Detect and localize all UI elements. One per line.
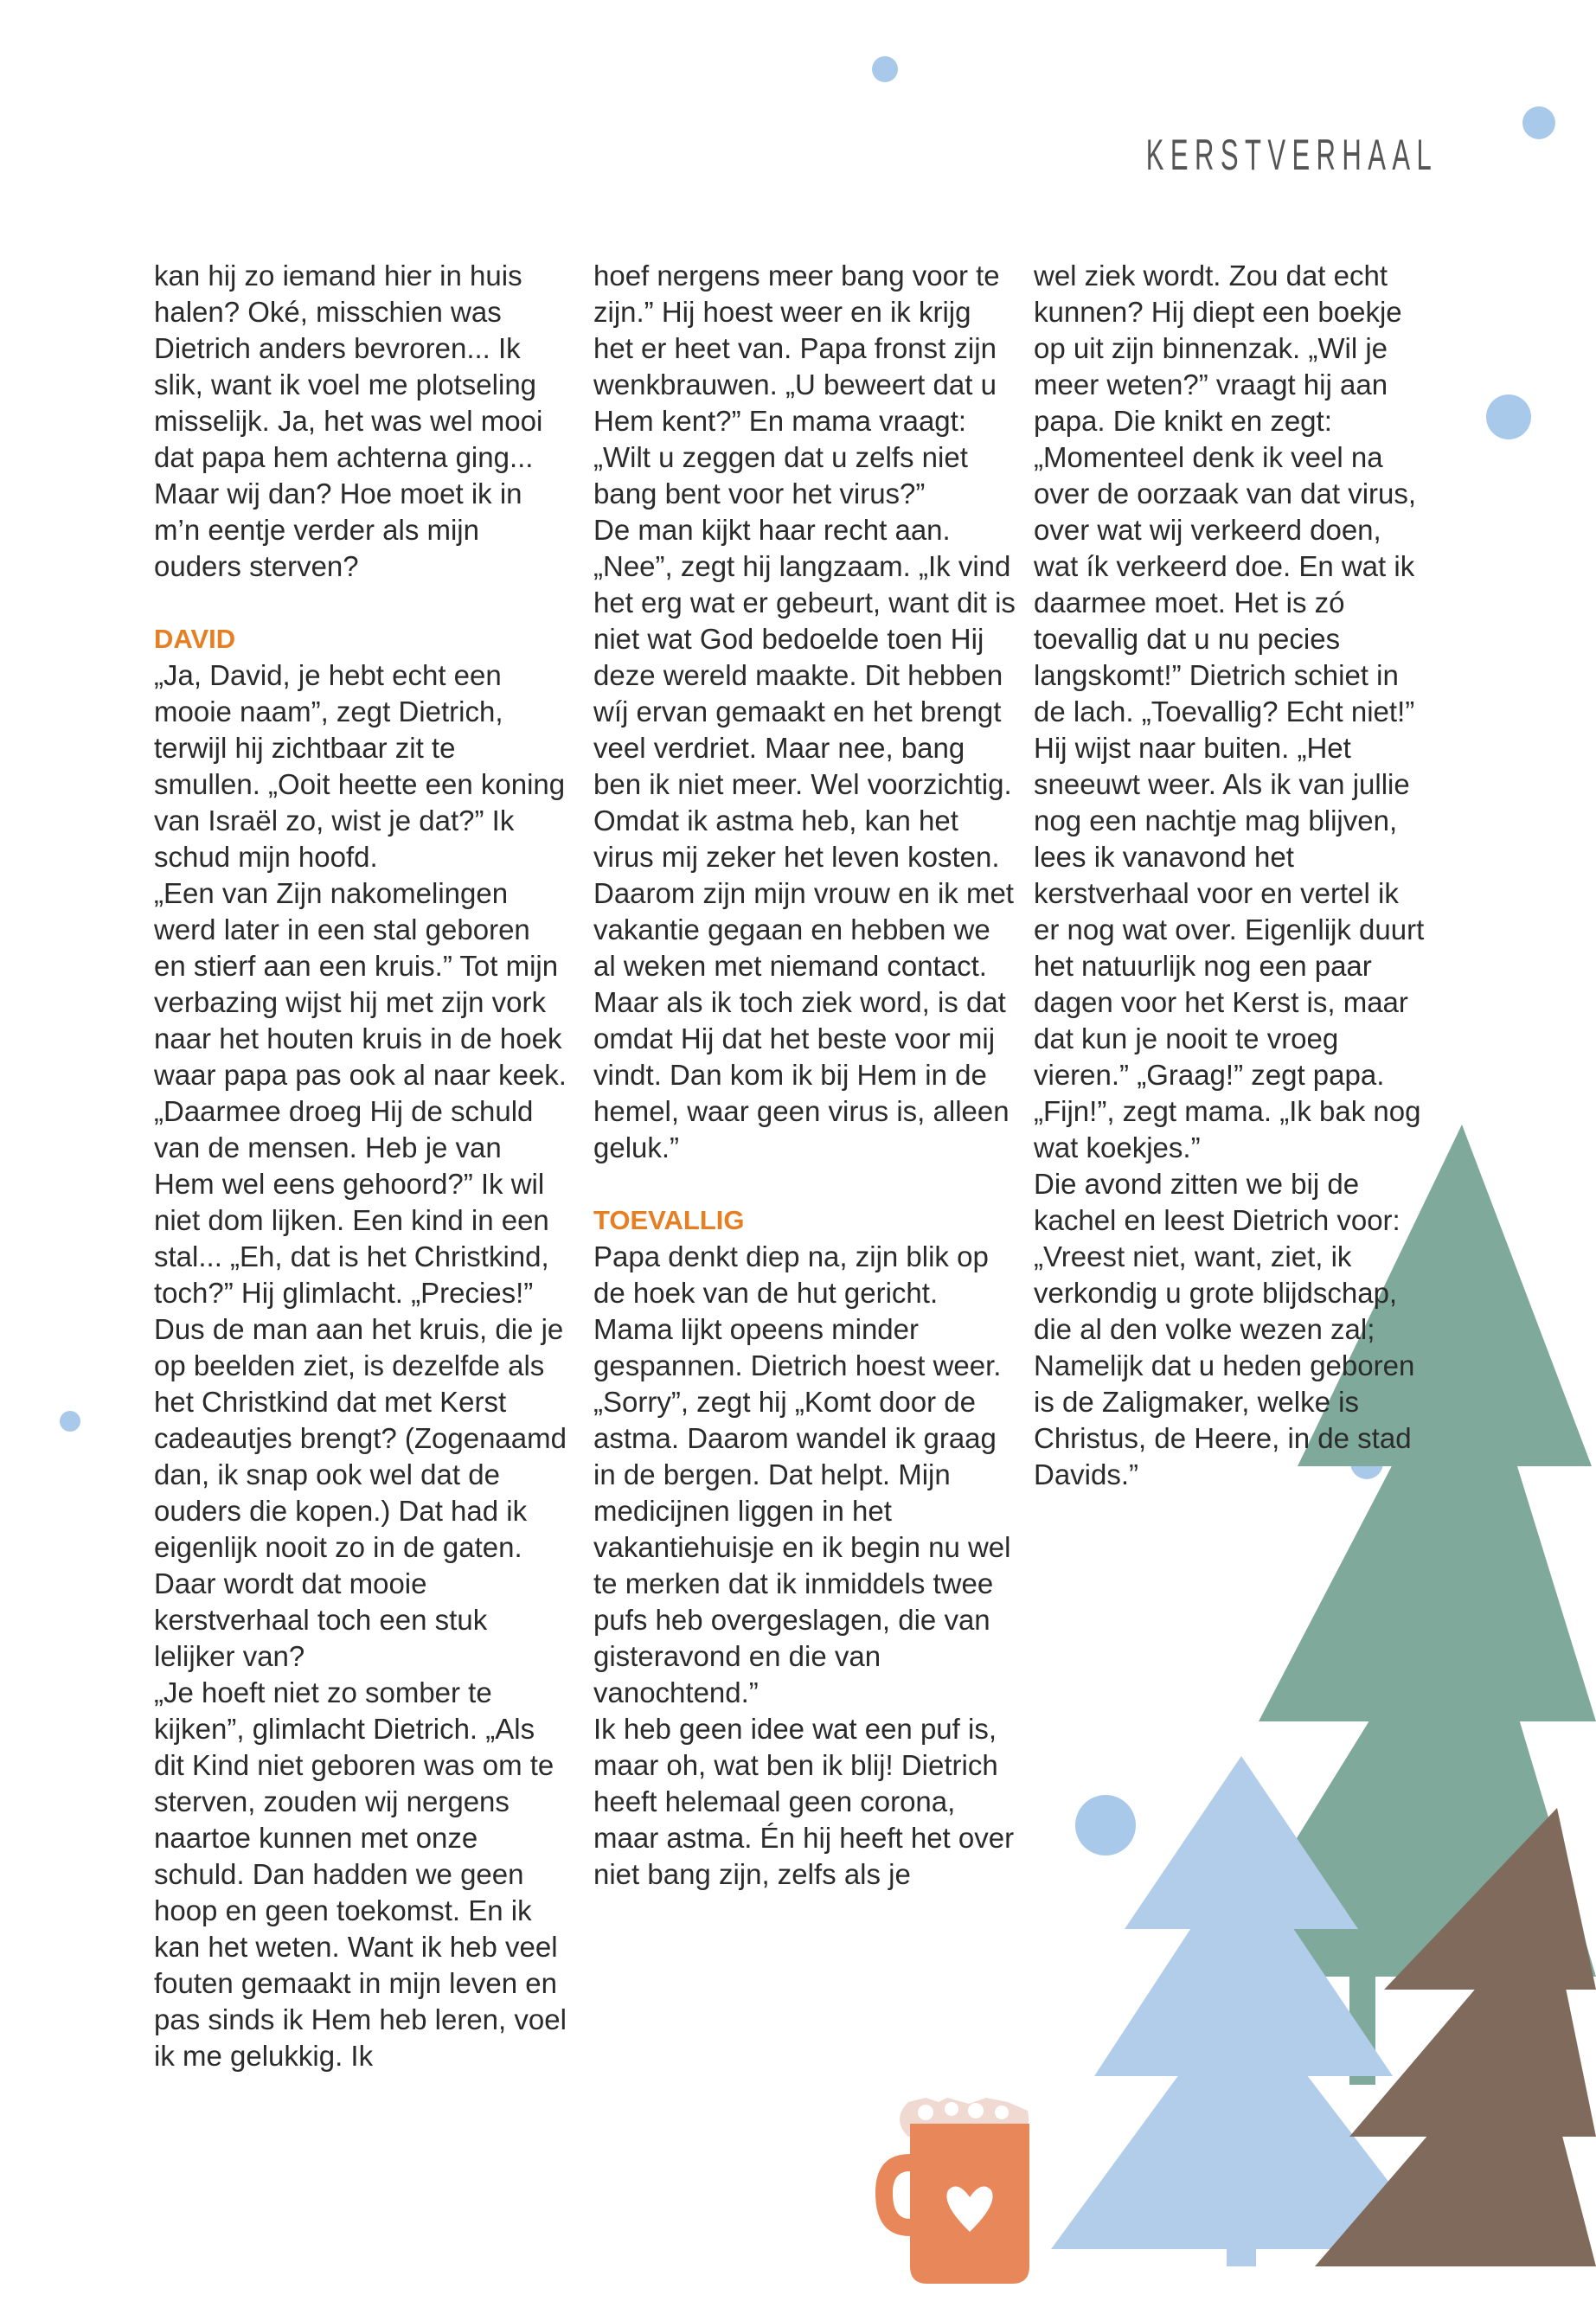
paragraph: De man kijkt haar recht aan. „Nee”, zegt hij langzaam. „Ik vind het erg wat er gebeurt, want dit is niet wat God bedoelde toen Hij deze wereld maakte. Dit hebben wíj ervan gemaakt en het brengt veel verdriet. Maar nee, bang ben ik niet meer. Wel voorzichtig. Omdat ik astma heb, kan het virus mij zeker het leven kosten. Daarom zijn mijn vrouw en ik met vakantie gegaan en hebben we al weken met niemand contact. Maar als ik toch ziek word, is dat omdat Hij dat het beste voor mij vindt. Dan kom ik bij Hem in de hemel, waar geen virus is, alleen geluk.” xyxy=(593,514,1016,1163)
text-column-2 xyxy=(593,258,1017,1893)
paragraph: Die avond zitten we bij de kachel en leest Dietrich voor: „Vreest niet, want, ziet, ik verkondig u grote blijdschap, die al den volke wezen zal; Namelijk dat u heden geboren is de Zaligmaker, welke is Christus, de Heere, in de stad Davids.” xyxy=(1034,1168,1415,1490)
paragraph: „Ja, David, je hebt echt een mooie naam”, zegt Dietrich, terwijl hij zichtbaar zit te smullen. „Ooit heette een koning van Israël zo, wist je dat?” Ik schud mijn hoofd. xyxy=(154,659,566,873)
subheading: TOEVALLIG xyxy=(593,1205,745,1235)
paragraph: Ik heb geen idee wat een puf is, maar oh, wat ben ik blij! Dietrich heeft helemaal geen corona, maar astma. Én hij heeft het over niet bang zijn, zelfs als je xyxy=(593,1713,1015,1890)
paragraph: kan hij zo iemand hier in huis halen? Oké, misschien was Dietrich anders bevroren... Ik slik, want ik voel me plotseling misselijk. Ja, het was wel mooi dat papa hem achterna ging... Maar wij dan? Hoe moet ik in m’n eentje verder als mijn ouders sterven? xyxy=(154,260,543,582)
paragraph: „Fijn!”, zegt mama. „Ik bak nog wat koekjes.” xyxy=(1034,1095,1421,1163)
snow-dot xyxy=(60,1411,80,1432)
paragraph: „Je hoeft niet zo somber te kijken”, glimlacht Dietrich. „Als dit Kind niet geboren was om te sterven, zouden wij nergens naartoe kunnen met onze schuld. Dan hadden we geen hoop en geen toekomst. En ik kan het weten. Want ik heb veel fouten gemaakt in mijn leven en pas sinds ik Hem heb leren, voel ik me gelukkig. Ik xyxy=(154,1676,567,2072)
text-column-1 xyxy=(154,258,569,2074)
snow-dot xyxy=(1486,394,1531,439)
paragraph-gap xyxy=(154,585,569,621)
mug-icon xyxy=(875,2098,1029,2284)
subheading: DAVID xyxy=(154,624,236,654)
paragraph: „Een van Zijn nakomelingen werd later in een stal geboren en stierf aan een kruis.” Tot mijn verbazing wijst hij met zijn vork naar het houten kruis in de hoek waar papa pas ook al naar keek. „Daarmee droeg Hij de schuld van de mensen. Heb je van Hem wel eens gehoord?” Ik wil niet dom lijken. Een kind in een stal... „Eh, dat is het Christkind, toch?” Hij glimlacht. „Precies!” xyxy=(154,877,567,1309)
paragraph: Hij wijst naar buiten. „Het sneeuwt weer. Als ik van jullie nog een nachtje mag blijven, lees ik vanavond het kerstverhaal voor en vertel ik er nog wat over. Eigenlijk duurt het natuurlijk nog een paar dagen voor het Kerst is, maar dat kun je nooit te vroeg vieren.” „Graag!” zegt papa. xyxy=(1034,732,1425,1091)
snow-dot xyxy=(872,56,898,82)
paragraph: Dus de man aan het kruis, die je op beelden ziet, is dezelfde als het Christkind dat met Kerst cadeautjes brengt? (Zogenaamd dan, ik snap ook wel dat de ouders die kopen.) Dat had ik eigenlijk nooit zo in de gaten. Daar wordt dat mooie kerstverhaal toch een stuk lelijker van? xyxy=(154,1313,567,1672)
text-column-3 xyxy=(1034,258,1432,1493)
snow-dot xyxy=(1075,1795,1136,1856)
section-title: KERSTVERHAAL xyxy=(1145,131,1438,179)
paragraph-gap xyxy=(593,1166,1017,1202)
snow-dot xyxy=(1522,106,1555,139)
paragraph: wel ziek wordt. Zou dat echt kunnen? Hij diept een boekje op uit zijn binnenzak. „Wil je meer weten?” vraagt hij aan papa. Die knikt en zegt: „Momenteel denk ik veel na over de oorzaak van dat virus, over wat wij verkeerd doen, wat ík verkeerd doe. En wat ik daarmee moet. Het is zó toevallig dat u nu pecies langskomt!” Dietrich schiet in de lach. „Toevallig? Echt niet!” xyxy=(1034,260,1417,727)
paragraph: hoef nergens meer bang voor te zijn.” Hij hoest weer en ik krijg het er heet van. Papa fronst zijn wenkbrauwen. „U beweert dat u Hem kent?” En mama vraagt: „Wilt u zeggen dat u zelfs niet bang bent voor het virus?” xyxy=(593,260,1000,510)
paragraph: Papa denkt diep na, zijn blik op de hoek van de hut gericht. Mama lijkt opeens minder gespannen. Dietrich hoest weer. „Sorry”, zegt hij „Komt door de astma. Daarom wandel ik graag in de bergen. Dat helpt. Mijn medicijnen liggen in het vakantiehuisje en ik begin nu wel te merken dat ik inmiddels twee pufs heb overgeslagen, die van gisteravond en die van vanochtend.” xyxy=(593,1240,1011,1708)
